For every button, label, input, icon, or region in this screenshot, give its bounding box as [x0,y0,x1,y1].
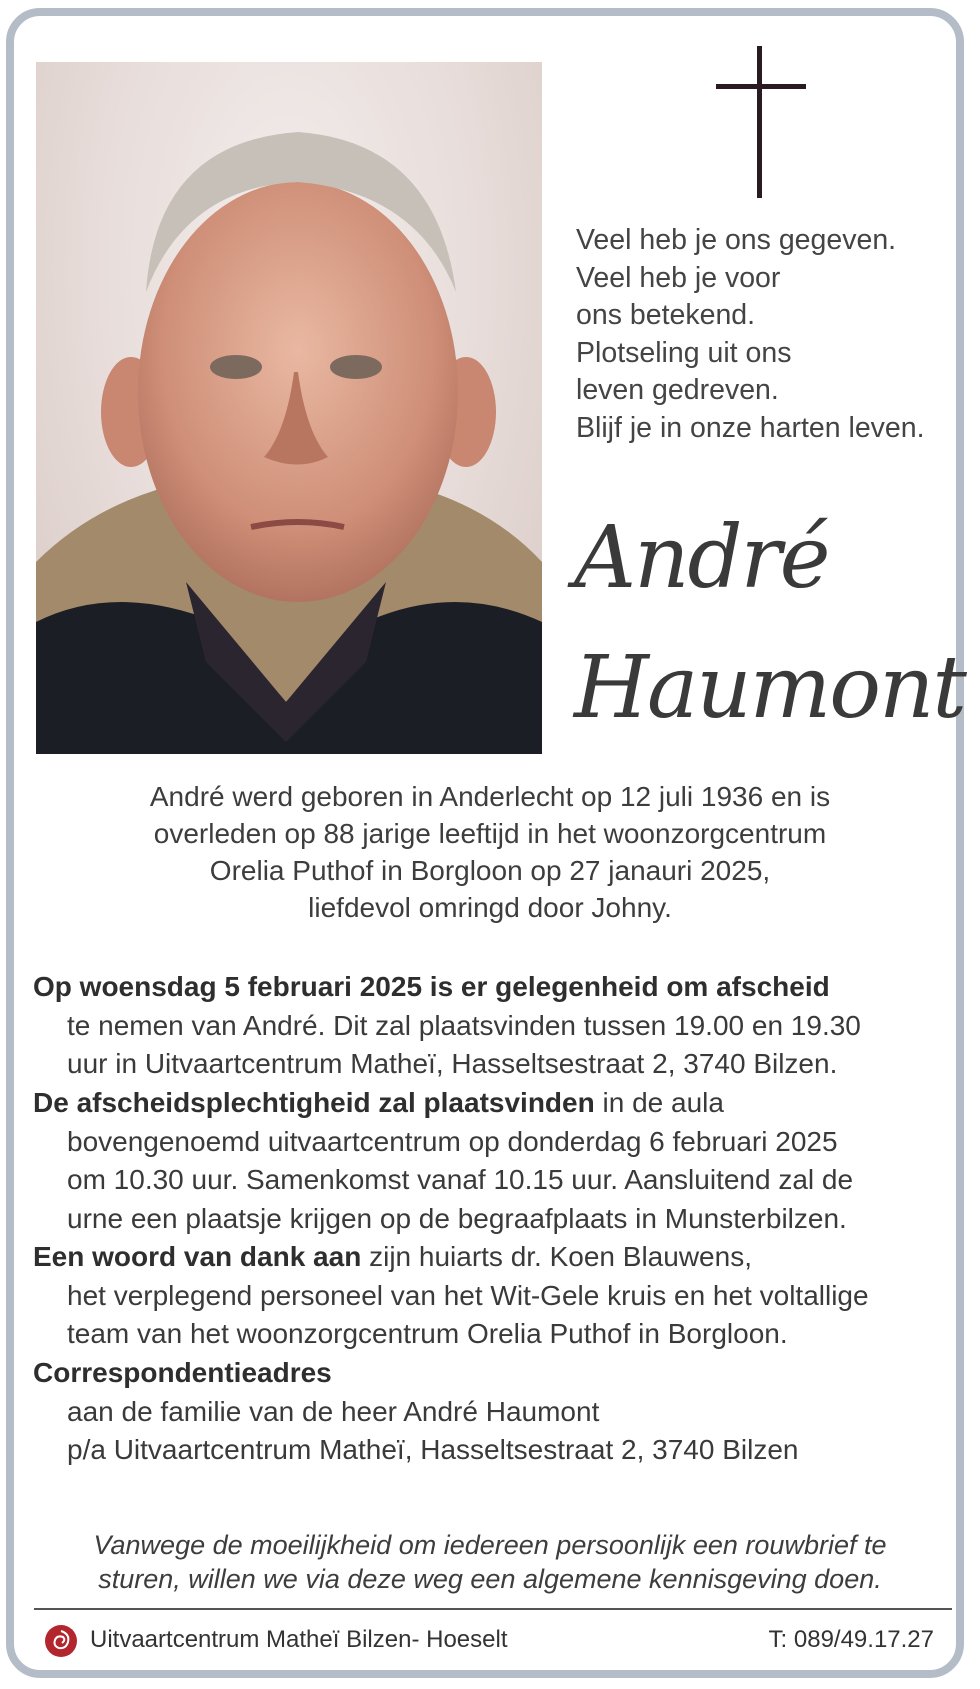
thanks-line: het verplegend personeel van het Wit-Gele kruis en het voltallige [67,1279,869,1311]
funeral-home-name: Uitvaartcentrum Matheï Bilzen- Hoeselt [90,1626,508,1653]
poem-line: leven gedreven. [576,374,779,407]
ceremony-section [33,1084,958,1238]
notice-line: Vanwege de moeilijkheid om iedereen persoonlijk een rouwbrief te [93,1530,887,1560]
footer-divider [34,1608,952,1610]
poem [576,222,956,448]
general-notice [40,1528,940,1596]
poem-line: Veel heb je ons gegeven. [576,224,897,256]
cross-icon [716,46,806,198]
poem-line: Veel heb je voor [576,261,781,294]
poem-line: ons betekend. [576,299,756,332]
ceremony-line: bovengenoemd uitvaartcentrum op donderdag 6 februari 2025 [67,1125,838,1157]
footer [44,1620,934,1660]
intro-line: overleden op 88 jarige leeftijd in het woonzorgcentrum [153,818,827,849]
intro-line: liefdevol omringd door Johny. [308,892,672,923]
ceremony-heading: De afscheidsplechtigheid zal plaatsvinden [33,1087,595,1118]
farewell-line: uur in Uitvaartcentrum Matheï, Hasseltsestraat 2, 3740 Bilzen. [67,1048,838,1079]
correspondence-section [33,1354,958,1470]
farewell-line: te nemen van André. Dit zal plaatsvinden tussen 19.00 en 19.30 [67,1009,861,1041]
thanks-heading: Een woord van dank aan [33,1241,362,1272]
intro-line: André werd geboren in Anderlecht op 12 juli 1936 en is [149,781,831,812]
deceased-last-name: Haumont [574,638,965,738]
funeral-home-phone: T: 089/49.17.27 [768,1626,934,1653]
thanks-heading-rest: zijn huiarts dr. Koen Blauwens, [361,1241,752,1272]
correspondence-heading: Correspondentieadres [33,1357,332,1388]
deceased-first-name: André [574,508,829,608]
poem-line: Plotseling uit ons [576,336,792,369]
correspondence-line: p/a Uitvaartcentrum Matheï, Hasseltsestraat 2, 3740 Bilzen [67,1434,799,1465]
ceremony-heading-rest: in de aula [594,1087,724,1118]
portrait-photo [36,62,542,754]
ceremony-line: urne een plaatsje krijgen op de begraafplaats in Munsterbilzen. [67,1202,847,1234]
intro-line: Orelia Puthof in Borgloon op 27 janauri 2025, [209,855,771,886]
farewell-section [33,968,958,1084]
poem-line: Blijf je in onze harten leven. [576,411,925,444]
correspondence-line: aan de familie van de heer André Haumont [67,1395,600,1427]
intro-text [60,778,920,926]
farewell-heading: Op woensdag 5 februari 2025 is er gelegenheid om afscheid [33,971,830,1002]
ceremony-line: om 10.30 uur. Samenkomst vanaf 10.15 uur. Aansluitend zal de [67,1164,854,1195]
rose-logo-icon [44,1624,78,1658]
thanks-section [33,1238,958,1354]
thanks-line: team van het woonzorgcentrum Orelia Puthof in Borgloon. [67,1318,788,1349]
notice-line: sturen, willen we via deze weg een algemene kennisgeving doen. [98,1564,882,1594]
